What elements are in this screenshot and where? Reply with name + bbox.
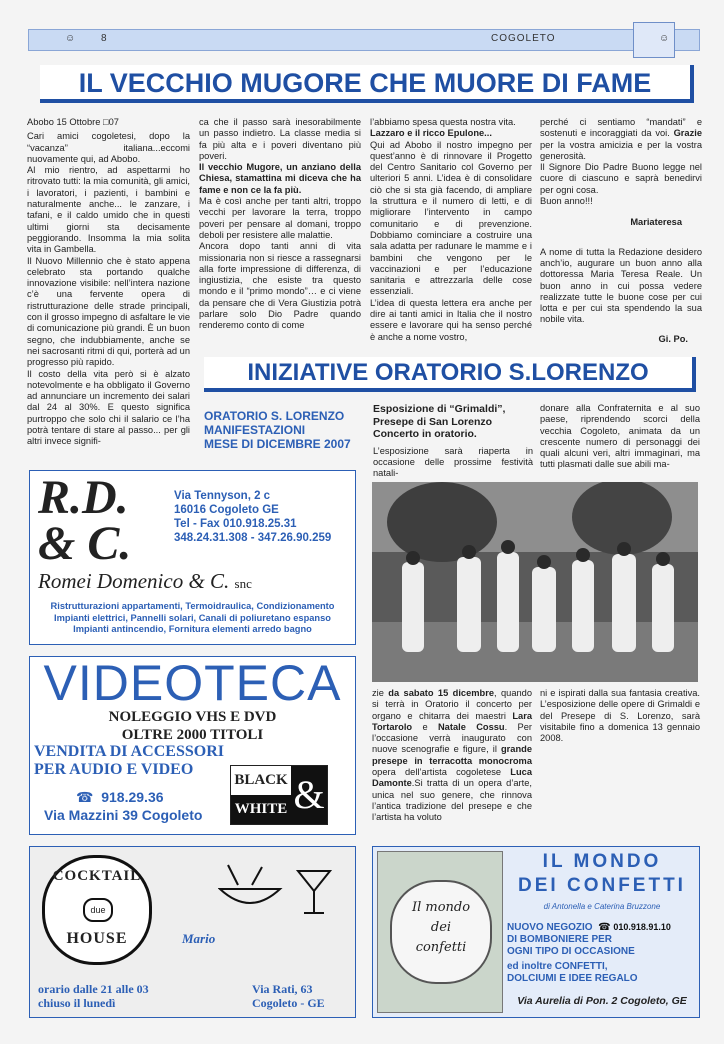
smiley-icon-left: ☺ (65, 33, 77, 44)
paragraph: ca che il passo sarà inesorabilmente un passo indietro. La classe media si fa più alta e i poveri diventano più poveri. (199, 117, 361, 161)
paragraph: L’esposizione sarà riaperta in occasione delle prossime festività natali- (373, 445, 533, 479)
phone-number: 918.29.36 (101, 789, 164, 805)
oratorio-heading (204, 409, 364, 451)
page-header-bar (28, 29, 700, 51)
article-title: IL VECCHIO MUGORE CHE MUORE DI FAME (40, 65, 694, 103)
ad-owner: Mario (182, 931, 216, 946)
oratorio-column-b (540, 403, 700, 471)
photo-illustration (372, 482, 698, 682)
ad-text (507, 921, 697, 985)
paragraph: A nome di tutta la Redazione desidero anch’io, augurare un buon anno alla dottoressa Maria Teresa Reale. Un buon anno in cui possa vedere realizzate tutte le buone cose per cui lotta e per cui sta spendendo la sua nobile vita. (540, 246, 702, 325)
oratorio-column-a (373, 403, 533, 479)
paragraph: ni e ispirati dalla sua fantasia creativa. L’esposizione delle opere di Grimaldi e del Presepe di S. Lorenzo, sarà visitabile fino a domenica 13 gennaio 2008. (540, 688, 700, 744)
ad-title: VIDEOTECA (43, 655, 342, 711)
text: zie (372, 688, 389, 698)
paragraph: Il costo della vita però si è alzato notevolmente e ha obbligato il Governo ad annunciare un incremento dei salari dal 24 al 30%. E questo significa purtroppo che solo chi il salario ce l’ha potrà tentare di stare al passo... per gli altri invece signifi- (27, 368, 190, 447)
company-type: snc (234, 576, 252, 591)
oratorio-column-c (372, 688, 532, 824)
paragraph: Il Nuovo Millennio che è stato appena celebrato sta portando qualche innovazione visibile: nell’intera nazione c’è una fervente opera di ristrutturazione delle strade principali, con il grosso impegno di asfaltare le vie di comunicazione più grandi. È un buon segno, che indubbiamente, anche se nei sacrosanti ritmi di qui, porterà ad un progresso più rapido. (27, 255, 190, 368)
sign-text: Il mondo (411, 900, 471, 915)
logo-text-bottom: HOUSE (66, 930, 128, 947)
hours-line: orario dalle 21 alle 03 (38, 982, 149, 996)
cocktail-house-logo (42, 855, 152, 965)
ad-line: NOLEGGIO VHS E DVD (108, 709, 277, 725)
signature: Gi. Po. (658, 333, 688, 344)
hours-line: chiuso il lunedì (38, 996, 116, 1010)
paragraph: donare alla Confraternita e al suo paese, riprendendo scorci della vecchia Cogoleto, animata da un crescente numero di personaggi dei quali alcuni veri, altri immaginari, ma tutti plasmati dalle sue abili ma- (540, 403, 700, 470)
sign-text: dei (430, 920, 452, 935)
ad-line (507, 921, 697, 934)
shop-sign-image (377, 851, 503, 1013)
logo-black-text: BLACK (231, 766, 291, 795)
smiley-icon-right: ☺ (659, 33, 671, 44)
address-line: Via Tennyson, 2 c (174, 490, 271, 502)
article-column-4 (540, 117, 702, 345)
ad-address (174, 489, 331, 545)
ad-owners: di Antonella e Caterina Bruzzone (543, 902, 661, 911)
oratorio-column-d (540, 688, 700, 744)
ad-line: DOLCIUMI E IDEE REGALO (507, 973, 638, 984)
text-bold: Luca Damonte (372, 767, 532, 789)
ad-title: IL MONDO (542, 851, 662, 872)
ad-hours (38, 982, 149, 1010)
logo-ampersand: & (291, 766, 327, 824)
text-bold: grande presepe in terracotta monocroma (372, 744, 532, 766)
article-column-2 (199, 117, 361, 332)
ad-address (252, 982, 325, 1010)
heading-line: MANIFESTAZIONI (204, 423, 306, 437)
ad-romei-domenico (29, 470, 356, 645)
ad-logo-line: R.D. (38, 471, 129, 524)
logo-text-top: COCKTAIL (52, 868, 142, 884)
oratorio-photo (372, 482, 698, 682)
text: e (412, 721, 438, 732)
logo-text-mid: due (83, 898, 113, 922)
page-number: 8 (101, 33, 108, 44)
article-column-3 (370, 117, 532, 343)
paragraph: Cari amici cogoletesi, dopo la “vacanza” italiana...eccomi nuovamente qui, ad Abobo. (27, 131, 190, 164)
ad-logo-line: & C. (38, 517, 132, 570)
phone-icon: ☎ (76, 789, 94, 805)
phone-line: Tel - Fax 010.918.25.31 (174, 518, 297, 530)
heading-line: ORATORIO S. LORENZO (204, 409, 345, 423)
paragraph: Ma è così anche per tanti altri, troppo vecchi per lavorare la terra, troppo poveri per pensare al domani, troppo deboli per resistere alle malattie. (199, 196, 361, 240)
text: . Per l’occasione verrà inaugurato con nuove scenografie e figure, il (372, 721, 533, 755)
paragraph: Buon anno!!! (540, 196, 593, 207)
phone-line: 348.24.31.308 - 347.26.90.259 (174, 532, 332, 544)
ad-services: Ristrutturazioni appartamenti, Termoidraulica, Condizionamento Impianti elettrici, Pannelli solari, Canali di poliuretano espanso Impianti antincendio, Fornitura elementi arredo bagno (50, 601, 335, 634)
shop-sign (390, 880, 492, 984)
subheading: Presepe di San Lorenzo (373, 415, 493, 428)
paragraph: Ancora dopo tanti anni di vita missionaria non si riesce a rassegnarsi alla forte impressione di differenza, di ingiustizia, che esiste tra questo mondo e il “primo mondo”… e ci viene da pensare che di Vera Giustizia potrà parlare solo Dio Padre quando renderemo conto di come (199, 241, 361, 331)
food-drink-icon (218, 861, 338, 921)
paragraph (372, 688, 532, 824)
text: NUOVO NEGOZIO (507, 922, 593, 933)
ad-company-name (38, 569, 252, 594)
text: perché ci sentiamo “mandati” e sostenuti e incoraggiati da voi. (540, 117, 702, 139)
ad-line: OLTRE 2000 TITOLI (121, 727, 264, 743)
ad-videoteca (29, 656, 356, 835)
paragraph: Il Signore Dio Padre Buono legge nel cuore di ciascuno e saprà benedirvi per ogni cosa. (540, 162, 702, 195)
text: , quando si terrà in Oratorio il concerto per organo e chitarra dei maestri (372, 688, 533, 721)
paragraph: Qui ad Abobo il nostro impegno per quest’anno è di rinnovare il Progetto del Centro Sanitario col Governo per ulteriori 5 anni. L’idea è di consolidare ciò che si sta già facendo, di ampliare la struttura e il numero di letti, e di migliorare l’intervento in campo comunitario e di prevenzione. Dobbiamo cominciare a costruire una sala adatta per radunare le mamme e i bambini che vengono per le vaccinazioni e per l’educazione sanitaria e attrezzarla delle cose essenziali. (370, 139, 532, 297)
text-bold: Natale Cossu (437, 721, 505, 732)
ad-line: PER AUDIO E VIDEO (34, 761, 194, 778)
phone-number: 010.918.91.10 (613, 922, 671, 932)
text-bold: Lara Tortarolo (372, 710, 532, 732)
company-name: Romei Domenico & C. (38, 569, 230, 593)
article-column-1 (27, 117, 190, 448)
phone-icon: ☎ (598, 922, 611, 933)
address-line: Cogoleto - GE (252, 996, 325, 1010)
ad-cocktail-house (29, 846, 356, 1018)
paragraph-bold: Il vecchio Mugore, un anziano della Chiesa, stamattina mi diceva che ha fame e non ce la fa più. (199, 162, 361, 195)
signature: Mariateresa (630, 217, 682, 228)
text: .Si tratta di un opera d’arte, unica nel suo genere, che rinnova l’antica tradizione del presepe e che l’artista ha voluto (372, 778, 532, 823)
address-line: 16016 Cogoleto GE (174, 504, 279, 516)
text: per la vostra amicizia e per la vostra generosità. (540, 139, 702, 161)
black-white-logo (230, 765, 328, 825)
logo-white-text: WHITE (231, 795, 291, 824)
paragraph: Al mio rientro, ad aspettarmi ho ritrovato tutti: la mia comunità, gli amici, i lavoratori, i pazienti, i bambini e naturalmente anche... le zanzare, i tafani, e il caldo umido che in questi ultimi giorni sta decisamente peggiorando. Insomma la mia solita vita in Gambella. (27, 165, 190, 255)
text-bold: Grazie (673, 128, 702, 139)
text: opera dell’artista cogoletese (372, 767, 511, 778)
ad-line: VENDITA DI ACCESSORI (34, 743, 224, 760)
ad-mondo-confetti (372, 846, 700, 1018)
sign-text: confetti (415, 940, 467, 955)
section-title: INIZIATIVE ORATORIO S.LORENZO (204, 357, 696, 392)
paragraph: l’abbiamo spesa questa nostra vita. (370, 117, 516, 127)
ad-address: Via Aurelia di Pon. 2 Cogoleto, GE (517, 995, 687, 1007)
subheading: Concerto in oratorio. (373, 428, 477, 440)
section-name: COGOLETO (491, 33, 556, 44)
paragraph-bold: Lazzaro e il ricco Epulone... (370, 128, 492, 139)
ad-phone (76, 789, 164, 806)
ad-line: DI BOMBONIERE PER (507, 934, 613, 945)
ad-title: DEI CONFETTI (518, 875, 686, 896)
ad-line: ed inoltre CONFETTI, (507, 961, 608, 972)
heading-line: MESE DI DICEMBRE 2007 (204, 437, 351, 451)
paragraph (540, 117, 702, 162)
address-line: Via Rati, 63 (252, 982, 313, 996)
paragraph: L’idea di questa lettera era anche per dire ai tanti amici in Italia che il nostro essere e lavorare qui ha senso perché è anche a nome vostro, (370, 297, 532, 342)
subheading: Esposizione di “Grimaldi”, (373, 403, 506, 415)
ad-line: OGNI TIPO DI OCCASIONE (507, 946, 635, 957)
text-bold: da sabato 15 dicembre (388, 688, 494, 698)
ad-address: Via Mazzini 39 Cogoleto (44, 807, 203, 823)
article-date: Abobo 15 Ottobre □07 (27, 117, 119, 127)
